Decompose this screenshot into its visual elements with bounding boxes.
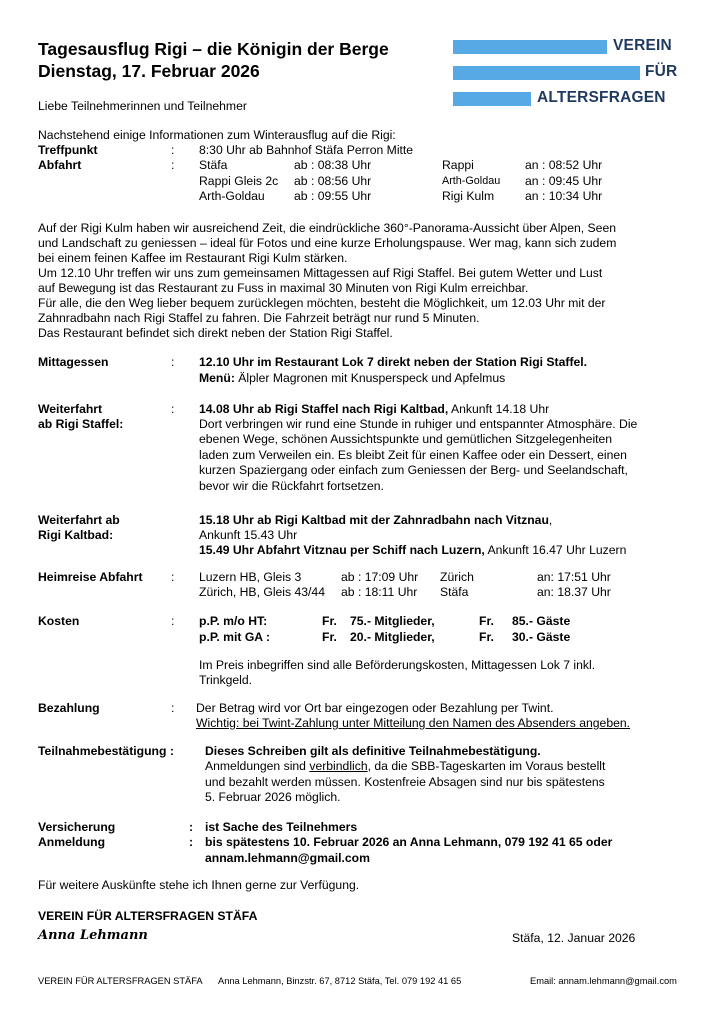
body-line: und Landschaft zu geniessen – ideal für Fotos und eine kurze Erholungspause. Wer mag, kann sich zudem bbox=[38, 236, 617, 250]
body-line: Für alle, die den Weg lieber bequem zurücklegen möchten, besteht die Möglichkeit, um 12.03 Uhr mit der bbox=[38, 296, 606, 310]
schedule-time: an: 18.37 Uhr bbox=[537, 585, 611, 599]
schedule-time: an : 09:45 Uhr bbox=[525, 174, 603, 188]
body-line: auf Bewegung ist das Restaurant zu Fuss in maximal 30 Minuten von Rigi Kulm erreichbar. bbox=[38, 281, 529, 295]
ship-departure-bold: 15.49 Uhr Abfahrt Vitznau per Schiff nach Luzern, bbox=[199, 543, 485, 557]
footer-email: Email: annam.lehmann@gmail.com bbox=[530, 976, 677, 986]
teilnahme-line-3: und bezahlt werden müssen. Kostenfreie Absagen sind nur bis spätestens bbox=[205, 775, 605, 789]
greeting: Liebe Teilnehmerinnen und Teilnehmer bbox=[38, 99, 247, 113]
price-type: p.P. mit GA : bbox=[199, 630, 271, 644]
mittagessen-label: Mittagessen bbox=[38, 355, 109, 369]
anmeldung-email: annam.lehmann@gmail.com bbox=[205, 851, 370, 865]
body-line: bei einem feinen Kaffee im Restaurant Rigi Kulm stärken. bbox=[38, 251, 348, 265]
schedule-station: Stäfa bbox=[440, 585, 469, 599]
price-currency: Fr. bbox=[479, 630, 494, 644]
page-subtitle-date: Dienstag, 17. Februar 2026 bbox=[38, 61, 260, 81]
price-members: 75.- Mitglieder, bbox=[350, 614, 435, 628]
weiterfahrt-staffel-line: Dort verbringen wir rund eine Stunde in ruhiger und entspannter Atmosphäre. Die bbox=[199, 417, 638, 431]
body-line: Das Restaurant befindet sich direkt neben der Station Rigi Staffel. bbox=[38, 326, 393, 340]
schedule-time: ab : 08:56 Uhr bbox=[294, 174, 372, 188]
treffpunkt-value: 8:30 Uhr ab Bahnhof Stäfa Perron Mitte bbox=[199, 143, 414, 157]
versicherung-value: ist Sache des Teilnehmers bbox=[205, 820, 358, 834]
weiterfahrt-staffel-colon: : bbox=[171, 402, 175, 416]
departure-bold: 14.08 Uhr ab Rigi Staffel nach Rigi Kaltbad, bbox=[199, 402, 449, 416]
schedule-time: ab : 18:11 Uhr bbox=[341, 585, 418, 599]
logo-text-verein: VEREIN bbox=[613, 37, 672, 54]
teilnahme-bold: Dieses Schreiben gilt als definitive Teilnahmebestätigung. bbox=[205, 744, 541, 758]
schedule-time: ab : 09:55 Uhr bbox=[294, 189, 372, 203]
footer-address: Anna Lehmann, Binzstr. 67, 8712 Stäfa, Tel. 079 192 41 65 bbox=[218, 976, 462, 986]
mittagessen-time-place: 12.10 Uhr im Restaurant Lok 7 direkt neben der Station Rigi Staffel. bbox=[199, 355, 588, 369]
abfahrt-label: Abfahrt bbox=[38, 158, 82, 172]
teilnahme-line-4: 5. Februar 2026 möglich. bbox=[205, 790, 341, 804]
page-title: Tagesausflug Rigi – die Königin der Berge bbox=[38, 39, 389, 59]
body-line: Auf der Rigi Kulm haben wir ausreichend Zeit, die eindrückliche 360°-Panorama-Aussicht über Alpen, Seen bbox=[38, 221, 617, 235]
weiterfahrt-staffel-line: laden zum Verweilen ein. Es bleibt Zeit für einen Kaffee oder ein Dessert, einen bbox=[199, 448, 627, 462]
bezahlung-twint-note: Wichtig: bei Twint-Zahlung unter Mitteilung den Namen des Absenders angeben. bbox=[196, 716, 631, 730]
logo-text-altersfragen: ALTERSFRAGEN bbox=[537, 89, 666, 106]
weiterfahrt-staffel-line: kurzen Spaziergang oder einfach zum Geniessen der Berg- und Seelandschaft, bbox=[199, 463, 628, 477]
logo-bar-bottom bbox=[453, 92, 531, 106]
price-currency: Fr. bbox=[322, 630, 337, 644]
weiterfahrt-staffel-label: Weiterfahrt bbox=[38, 402, 103, 416]
bezahlung-text: Der Betrag wird vor Ort bar eingezogen oder Bezahlung per Twint. bbox=[196, 701, 554, 715]
treffpunkt-label: Treffpunkt bbox=[38, 143, 98, 157]
menu-text: Älpler Magronen mit Knusperspeck und Apfelmus bbox=[234, 371, 506, 385]
schedule-station: Rappi Gleis 2c bbox=[199, 174, 279, 188]
teilnahme-verbindlich: verbindlich bbox=[309, 759, 368, 773]
schedule-station: Luzern HB, Gleis 3 bbox=[199, 570, 302, 584]
schedule-station: Rigi Kulm bbox=[442, 189, 495, 203]
logo-bar-top bbox=[453, 40, 607, 54]
closing-text: Für weitere Auskünfte stehe ich Ihnen gerne zur Verfügung. bbox=[38, 878, 360, 892]
teilnahme-line bbox=[205, 759, 605, 775]
kaltbad-arrival: Ankunft 15.43 Uhr bbox=[199, 528, 298, 542]
kaltbad-departure-bold: 15.18 Uhr ab Rigi Kaltbad mit der Zahnradbahn nach Vitznau bbox=[199, 513, 549, 527]
place-date: Stäfa, 12. Januar 2026 bbox=[512, 931, 636, 945]
kaltbad-comma: , bbox=[548, 513, 553, 527]
versicherung-label: Versicherung bbox=[38, 820, 116, 834]
teilnahme-post: , da die SBB-Tageskarten im Voraus bestellt bbox=[367, 759, 606, 773]
versicherung-colon: : bbox=[189, 820, 194, 834]
price-members: 20.- Mitglieder, bbox=[350, 630, 435, 644]
ship-arrival: Ankunft 16.47 Uhr Luzern bbox=[484, 543, 627, 557]
teilnahme-pre: Anmeldungen sind bbox=[205, 759, 310, 773]
menu-label: Menü: bbox=[199, 371, 235, 385]
weiterfahrt-staffel-label-2: ab Rigi Staffel: bbox=[38, 417, 124, 431]
kosten-colon: : bbox=[171, 614, 175, 628]
schedule-station: Stäfa bbox=[199, 158, 228, 172]
schedule-time: an: 17:51 Uhr bbox=[537, 570, 611, 584]
mittagessen-colon: : bbox=[171, 355, 175, 369]
schedule-station: Rappi bbox=[442, 158, 474, 172]
weiterfahrt-staffel-line: ebenen Wege, schönen Aussichtspunkte und gemütlichen Sitzgelegenheiten bbox=[199, 432, 613, 446]
body-line: Um 12.10 Uhr treffen wir uns zum gemeinsamen Mittagessen auf Rigi Staffel. Bei gutem Wetter und Lust bbox=[38, 266, 603, 280]
kosten-note: Im Preis inbegriffen sind alle Beförderungskosten, Mittagessen Lok 7 inkl. bbox=[199, 658, 596, 672]
treffpunkt-colon: : bbox=[171, 143, 175, 157]
price-currency: Fr. bbox=[322, 614, 337, 628]
schedule-station: Zürich, HB, Gleis 43/44 bbox=[199, 585, 325, 599]
price-type: p.P. m/o HT: bbox=[199, 614, 268, 628]
teilnahme-label: Teilnahmebestätigung : bbox=[38, 744, 174, 758]
schedule-station: Arth-Goldau bbox=[442, 175, 501, 187]
footer-org: VEREIN FÜR ALTERSFRAGEN STÄFA bbox=[38, 976, 203, 986]
bezahlung-label: Bezahlung bbox=[38, 701, 100, 715]
weiterfahrt-staffel-departure bbox=[199, 402, 549, 418]
intro-text: Nachstehend einige Informationen zum Winterausflug auf die Rigi: bbox=[38, 128, 396, 142]
weiterfahrt-kaltbad-label-2: Rigi Kaltbad: bbox=[38, 528, 114, 542]
anmeldung-colon: : bbox=[189, 835, 194, 849]
abfahrt-colon: : bbox=[171, 158, 175, 172]
price-guests: 85.- Gäste bbox=[512, 614, 571, 628]
price-guests: 30.- Gäste bbox=[512, 630, 571, 644]
signature: Anna Lehmann bbox=[38, 928, 148, 943]
schedule-time: ab : 17:09 Uhr bbox=[341, 570, 419, 584]
schedule-time: an : 10:34 Uhr bbox=[525, 189, 603, 203]
logo-bar-middle bbox=[453, 66, 640, 80]
price-currency: Fr. bbox=[479, 614, 494, 628]
logo-text-fuer: FÜR bbox=[645, 63, 678, 80]
kosten-label: Kosten bbox=[38, 614, 80, 628]
mittagessen-menu bbox=[199, 371, 505, 387]
bezahlung-colon: : bbox=[171, 701, 175, 715]
arrival-text: Ankunft 14.18 Uhr bbox=[448, 402, 550, 416]
weiterfahrt-kaltbad-label: Weiterfahrt ab bbox=[38, 513, 120, 527]
kosten-note-2: Trinkgeld. bbox=[199, 673, 253, 687]
weiterfahrt-staffel-line: bevor wir die Rückfahrt fortsetzen. bbox=[199, 479, 384, 493]
heimreise-label: Heimreise Abfahrt bbox=[38, 570, 143, 584]
schedule-station: Arth-Goldau bbox=[199, 189, 265, 203]
ship-departure bbox=[199, 543, 626, 559]
schedule-time: an : 08:52 Uhr bbox=[525, 158, 603, 172]
heimreise-colon: : bbox=[171, 570, 175, 584]
schedule-station: Zürich bbox=[440, 570, 474, 584]
body-line: Zahnradbahn nach Rigi Staffel zu fahren. Die Fahrzeit beträgt nur rund 5 Minuten. bbox=[38, 311, 480, 325]
kaltbad-departure bbox=[199, 513, 552, 529]
anmeldung-value: bis spätestens 10. Februar 2026 an Anna Lehmann, 079 192 41 65 oder bbox=[205, 835, 613, 849]
org-name: VEREIN FÜR ALTERSFRAGEN STÄFA bbox=[38, 909, 258, 923]
anmeldung-label: Anmeldung bbox=[38, 835, 106, 849]
schedule-time: ab : 08:38 Uhr bbox=[294, 158, 372, 172]
